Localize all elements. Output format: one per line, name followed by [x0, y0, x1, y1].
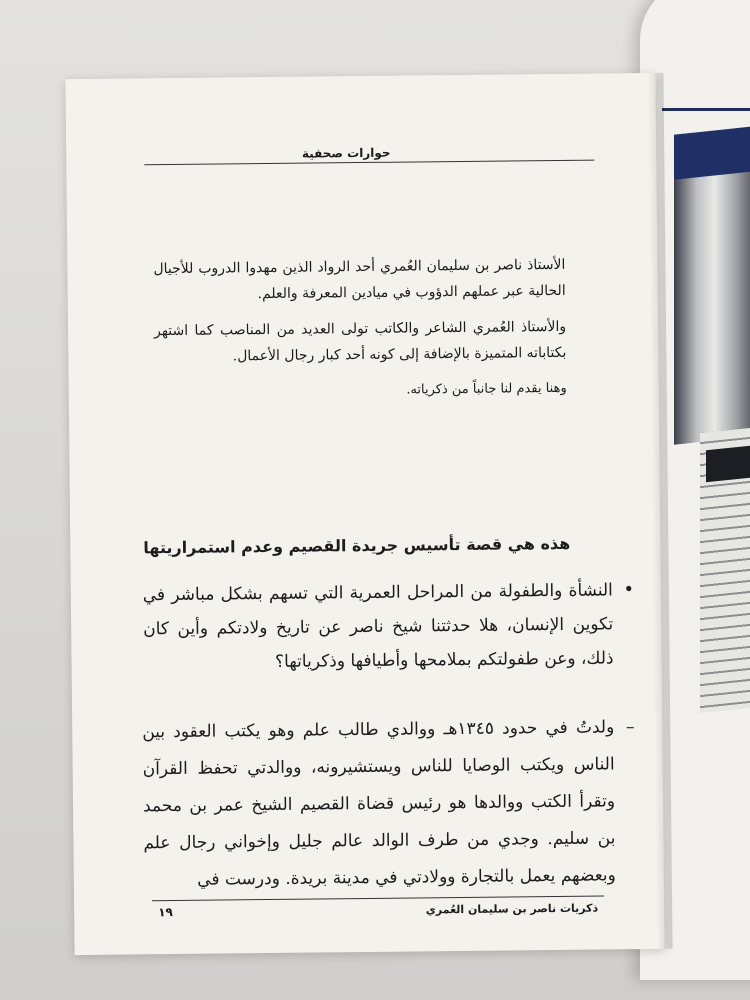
page-number: ١٩ [158, 905, 173, 920]
dash-icon: – [625, 717, 635, 738]
facing-page-rule [662, 108, 750, 111]
running-head: حوارات صحفية [301, 145, 391, 161]
bullet-icon: • [623, 579, 635, 601]
intro-block [153, 252, 567, 416]
portrait-photo [674, 125, 750, 444]
section-heading: هذه هي قصة تأسيس جريدة القصيم وعدم استمراريتها [143, 533, 571, 558]
intro-paragraph: الأستاذ ناصر بن سليمان العُمري أحد الرواد الذين مهدوا الدروب للأجيال الحالية عبر عملهم الدؤوب في ميادين المعرفة والعلم. [153, 256, 566, 303]
interview-answer [142, 709, 635, 899]
intro-paragraph: والأستاذ العُمري الشاعر والكاتب تولى العديد من المناصب كما اشتهر بكتاباته المتميزة بالإضافة إلى كونه أحد كبار رجال الأعمال. [153, 318, 567, 365]
book-page [65, 73, 664, 955]
intro-paragraph: وهنا يقدم لنا جانباً من ذكرياته. [406, 380, 567, 398]
interview-question [142, 573, 635, 680]
header-rule [144, 160, 594, 166]
footer-book-title: ذكريات ناصر بن سليمان العُمري [425, 901, 599, 917]
answer-text: ولدتُ في حدود ١٣٤٥هـ ووالدي طالب علم وهو يكتب العقود بين الناس ويكتب الوصايا للناس ويستشيرونه، ووالدتي تحفظ القرآن وتقرأ الكتب ووالدها هو رئيس قضاة القصيم الشيخ عمر بن محمد بن سليم. وجدي من طرف الوالد عالم جليل وإخواني رجال علم وبعضهم يعمل بالتجارة وولادتي في مدينة بريدة. ودرست في [142, 717, 616, 890]
question-text: النشأة والطفولة من المراحل العمرية التي تسهم بشكل مباشر في تكوين الإنسان، هلا حدثتنا شيخ ناصر عن تاريخ ولادتكم وأين كان ذلك، وعن طفولتكم بملامحها وأطيافها وذكرياتها؟ [142, 580, 614, 672]
clipping-headline [706, 446, 750, 483]
